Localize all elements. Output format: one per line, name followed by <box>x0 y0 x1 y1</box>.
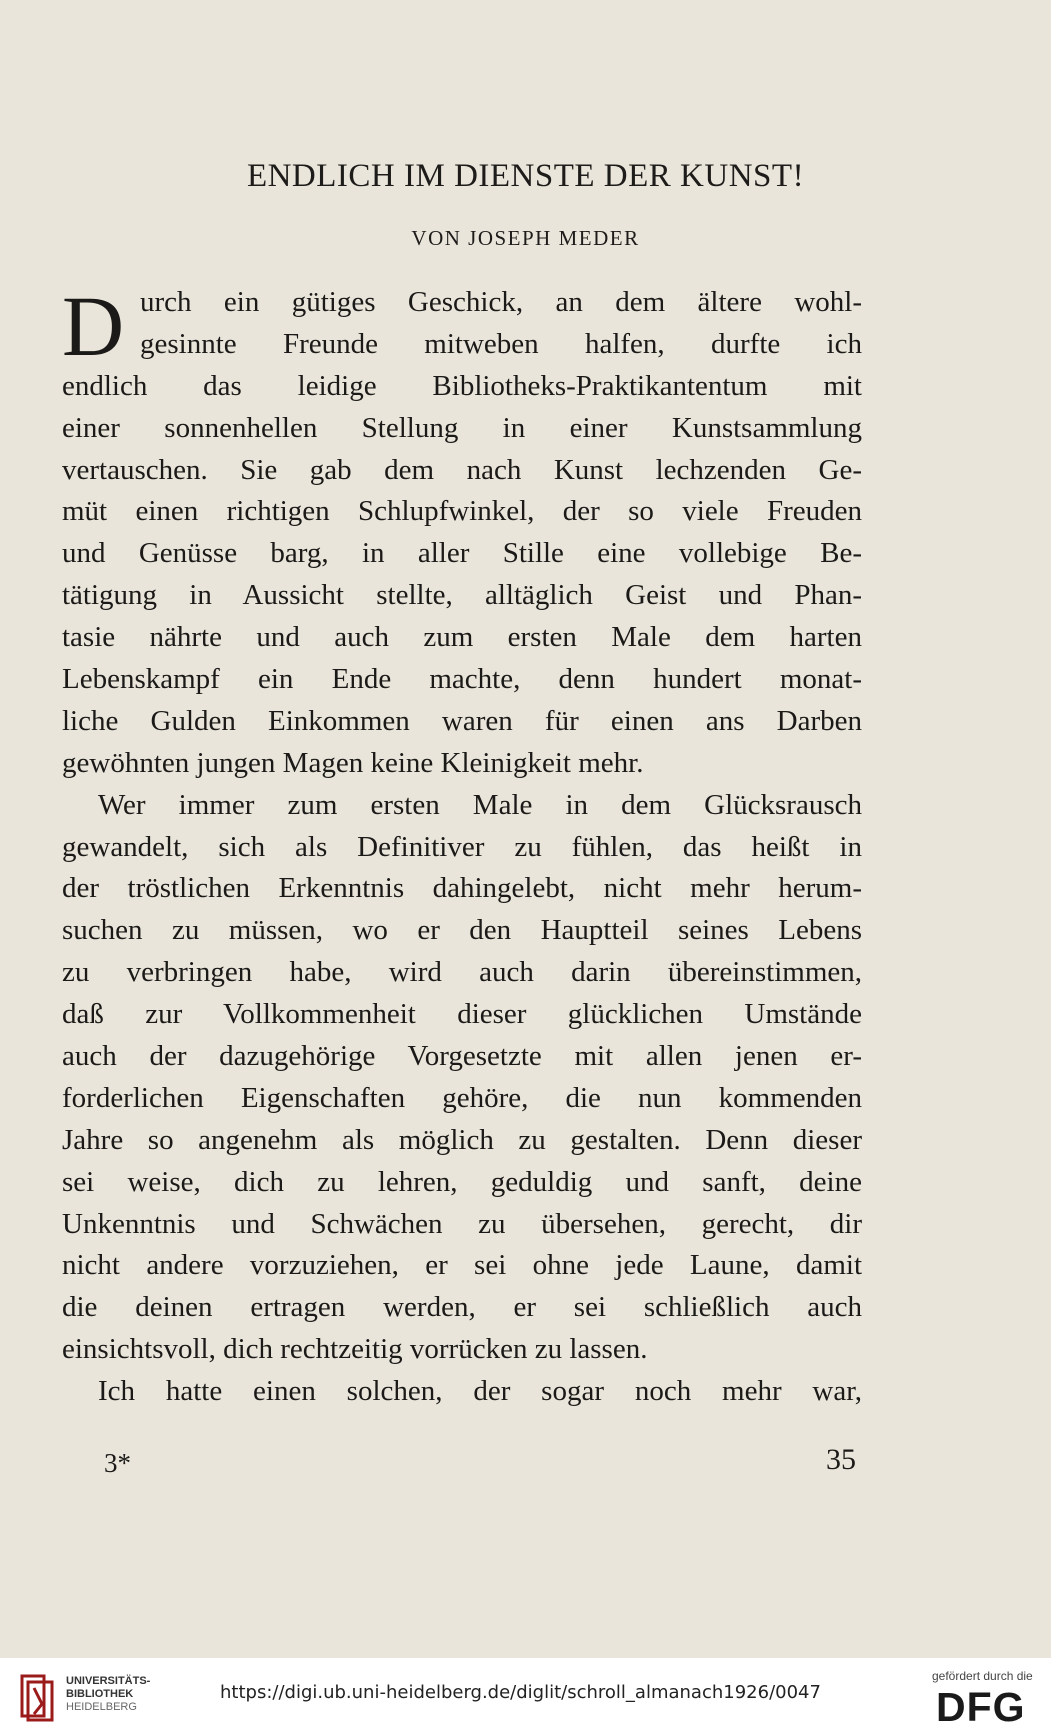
text-line: zu verbringen habe, wird auch darin übereinstimmen, <box>62 956 862 989</box>
library-name-line: BIBLIOTHEK <box>66 1688 134 1700</box>
signature-mark: 3* <box>104 1448 131 1478</box>
text-line: einsichtsvoll, dich rechtzeitig vorrücken zu lassen. <box>62 1333 648 1366</box>
text-line: gesinnte Freunde mitweben halfen, durfte ich <box>140 327 862 360</box>
text-line: die deinen ertragen werden, er sei schließlich auch <box>62 1291 862 1324</box>
drop-cap: D <box>62 278 125 374</box>
text-line: auch der dazugehörige Vorgesetzte mit allen jenen er- <box>62 1040 862 1073</box>
text-line: Jahre so angenehm als möglich zu gestalten. Denn dieser <box>62 1123 862 1156</box>
text-line: daß zur Vollkommenheit dieser glücklichen Umstände <box>62 998 862 1031</box>
text-line: suchen zu müssen, wo er den Hauptteil seines Lebens <box>62 914 862 947</box>
text-line: Unkenntnis und Schwächen zu übersehen, gerecht, dir <box>62 1207 862 1240</box>
library-name <box>66 1675 150 1714</box>
text-line: gewandelt, sich als Definitiver zu fühlen, das heißt in <box>62 830 862 863</box>
text-line: urch ein gütiges Geschick, an dem ältere wohl- <box>140 286 862 318</box>
permalink-url[interactable]: https://digi.ub.uni-heidelberg.de/diglit/schroll_almanach1926/0047 <box>220 1682 821 1703</box>
text-line: einer sonnenhellen Stellung in einer Kunstsammlung <box>62 411 862 444</box>
page-title: ENDLICH IM DIENSTE DER KUNST! <box>246 158 805 194</box>
body-text <box>62 278 862 1413</box>
text-line: Lebenskampf ein Ende machte, denn hundert monat- <box>62 663 862 696</box>
page-number: 35 <box>826 1443 856 1476</box>
library-name-line: UNIVERSITÄTS- <box>66 1675 151 1687</box>
page-author: VON JOSEPH MEDER <box>411 226 640 250</box>
text-line: tätigung in Aussicht stellte, alltäglich Geist und Phan- <box>62 579 862 612</box>
text-line: tasie nährte und auch zum ersten Male dem harten <box>62 621 862 654</box>
text-line: Wer immer zum ersten Male in dem Glücksrausch <box>98 788 862 821</box>
dfg-logo: DFG <box>936 1684 1026 1730</box>
text-line: gewöhnten jungen Magen keine Kleinigkeit mehr. <box>62 746 644 779</box>
text-line: Ich hatte einen solchen, der sogar noch mehr war, <box>98 1375 862 1408</box>
text-line: der tröstlichen Erkenntnis dahingelebt, nicht mehr herum- <box>62 872 862 905</box>
viewer-footer <box>0 1658 1051 1733</box>
text-line: und Genüsse barg, in aller Stille eine vollebige Be- <box>62 537 862 570</box>
text-line: müt einen richtigen Schlupfwinkel, der so viele Freuden <box>62 495 862 528</box>
text-line: forderlichen Eigenschaften gehöre, die nun kommenden <box>62 1081 862 1114</box>
ub-heidelberg-logo-icon <box>14 1668 62 1724</box>
text-line: endlich das leidige Bibliotheks-Praktikantentum mit <box>62 369 862 402</box>
funder-caption: gefördert durch die <box>932 1669 1033 1683</box>
text-line: vertauschen. Sie gab dem nach Kunst lechzenden Ge- <box>62 453 862 486</box>
text-line: sei weise, dich zu lehren, geduldig und sanft, deine <box>62 1165 862 1198</box>
text-line: liche Gulden Einkommen waren für einen ans Darben <box>62 704 862 737</box>
text-line: nicht andere vorzuziehen, er sei ohne jede Laune, damit <box>62 1249 862 1282</box>
library-name-line: HEIDELBERG <box>66 1701 137 1713</box>
